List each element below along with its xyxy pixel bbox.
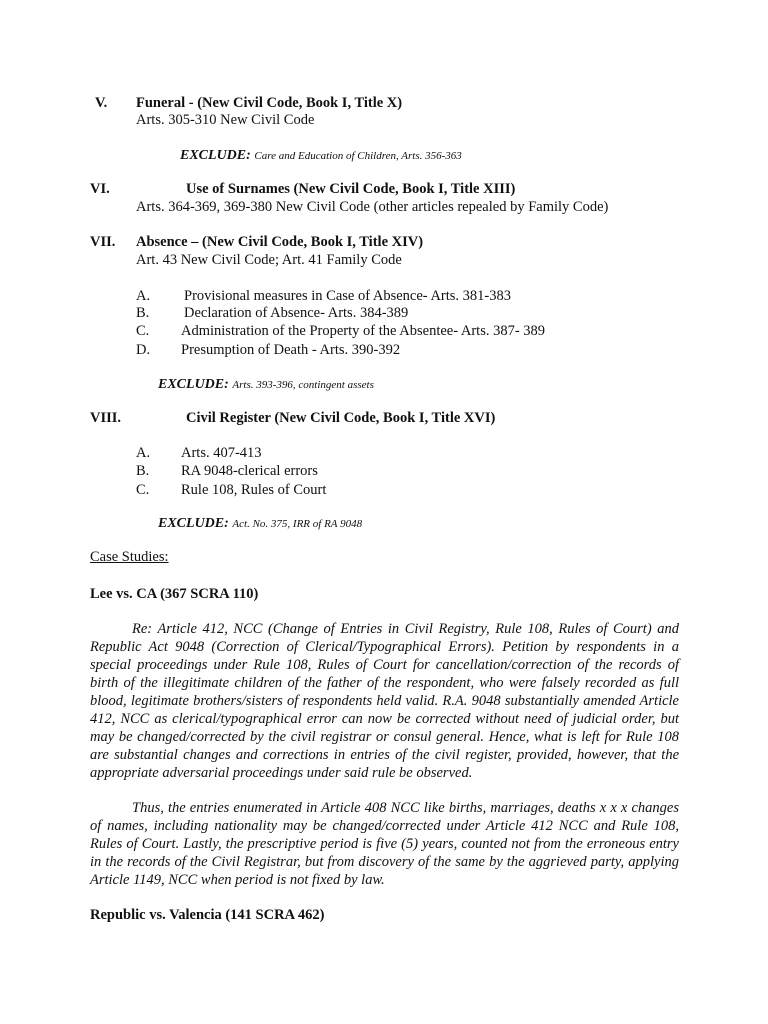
section-vii-exclude xyxy=(158,375,374,394)
exclude-text: Arts. 393-396, contingent assets xyxy=(232,379,374,391)
exclude-label: EXCLUDE: xyxy=(180,148,251,163)
list-item-letter: A. xyxy=(136,445,151,461)
case-paragraph: Re: Article 412, NCC (Change of Entries in Civil Registry, Rule 108, Rules of Court) and Republic Act 9048 (Correction of Clerical/Typographical Errors). Petition by respondents in a special proceedings under Rule 108, Rules of Court for cancellation/correction of the records of birth of the illegitimate children of the father of the respondent, who were falsely recorded as full blood, legitimate brothers/sisters of respondents held valid. R.A. 9048 substantially amended Article 412, NCC as clerical/typographical error can now be corrected without need of judicial order, but may be changed/corrected by the civil registrar or consul general. Hence, what is left for Rule 108 are substantial changes and corrections in entries of the civil register, provided, however, that the appropriate adversarial proceedings under said rule be observed. xyxy=(90,621,679,781)
section-vi-heading: Use of Surnames (New Civil Code, Book I, Title XIII) xyxy=(186,181,516,197)
list-item-letter: B. xyxy=(136,305,150,321)
list-item-text: Presumption of Death - Arts. 390-392 xyxy=(181,342,401,358)
list-item-text: Arts. 407-413 xyxy=(181,445,262,461)
section-viii-number: VIII. xyxy=(90,410,122,426)
case-paragraph: Thus, the entries enumerated in Article 408 NCC like births, marriages, deaths x x x changes of names, including nationality may be changed/corrected under Article 412 NCC and Rule 108, Rules of Court. Lastly, the prescriptive period is five (5) years, counted not from the erroneous entry in the records of the Civil Registrar, but from discovery of the same by the aggrieved party, applying Article 1149, NCC when period is not fixed by law. xyxy=(90,800,679,888)
case-body-paragraph-2 xyxy=(90,799,679,889)
exclude-label: EXCLUDE: xyxy=(158,377,229,392)
list-item-letter: C. xyxy=(136,482,150,498)
section-v-heading: Funeral - (New Civil Code, Book I, Title X) xyxy=(136,95,403,111)
list-item-text: Declaration of Absence- Arts. 384-389 xyxy=(184,305,409,321)
list-item-letter: D. xyxy=(136,342,151,358)
list-item-text: RA 9048-clerical errors xyxy=(181,463,318,479)
exclude-label: EXCLUDE: xyxy=(158,516,229,531)
section-v-number: V. xyxy=(95,95,108,111)
list-item-letter: B. xyxy=(136,463,150,479)
section-vii-number: VII. xyxy=(90,234,116,250)
list-item-text: Provisional measures in Case of Absence- Arts. 381-383 xyxy=(184,288,512,304)
case-title: Republic vs. Valencia (141 SCRA 462) xyxy=(90,907,325,923)
section-vii-arts: Art. 43 New Civil Code; Art. 41 Family Code xyxy=(136,252,402,268)
case-title: Lee vs. CA (367 SCRA 110) xyxy=(90,586,259,602)
exclude-text: Care and Education of Children, Arts. 356-363 xyxy=(254,150,462,162)
list-item-text: Rule 108, Rules of Court xyxy=(181,482,327,498)
case-body-paragraph-1 xyxy=(90,620,679,782)
section-vii-heading: Absence – (New Civil Code, Book I, Title XIV) xyxy=(136,234,424,250)
section-v-exclude xyxy=(180,146,462,165)
section-viii-exclude xyxy=(158,514,362,533)
list-item-text: Administration of the Property of the Absentee- Arts. 387- 389 xyxy=(181,323,546,339)
list-item-letter: A. xyxy=(136,288,151,304)
section-viii-heading: Civil Register (New Civil Code, Book I, Title XVI) xyxy=(186,410,496,426)
section-v-arts: Arts. 305-310 New Civil Code xyxy=(136,112,315,128)
section-vi-arts: Arts. 364-369, 369-380 New Civil Code (other articles repealed by Family Code) xyxy=(136,199,609,215)
exclude-text: Act. No. 375, IRR of RA 9048 xyxy=(232,518,363,530)
section-vi-number: VI. xyxy=(90,181,110,197)
list-item-letter: C. xyxy=(136,323,150,339)
case-studies-label: Case Studies: xyxy=(90,549,169,565)
